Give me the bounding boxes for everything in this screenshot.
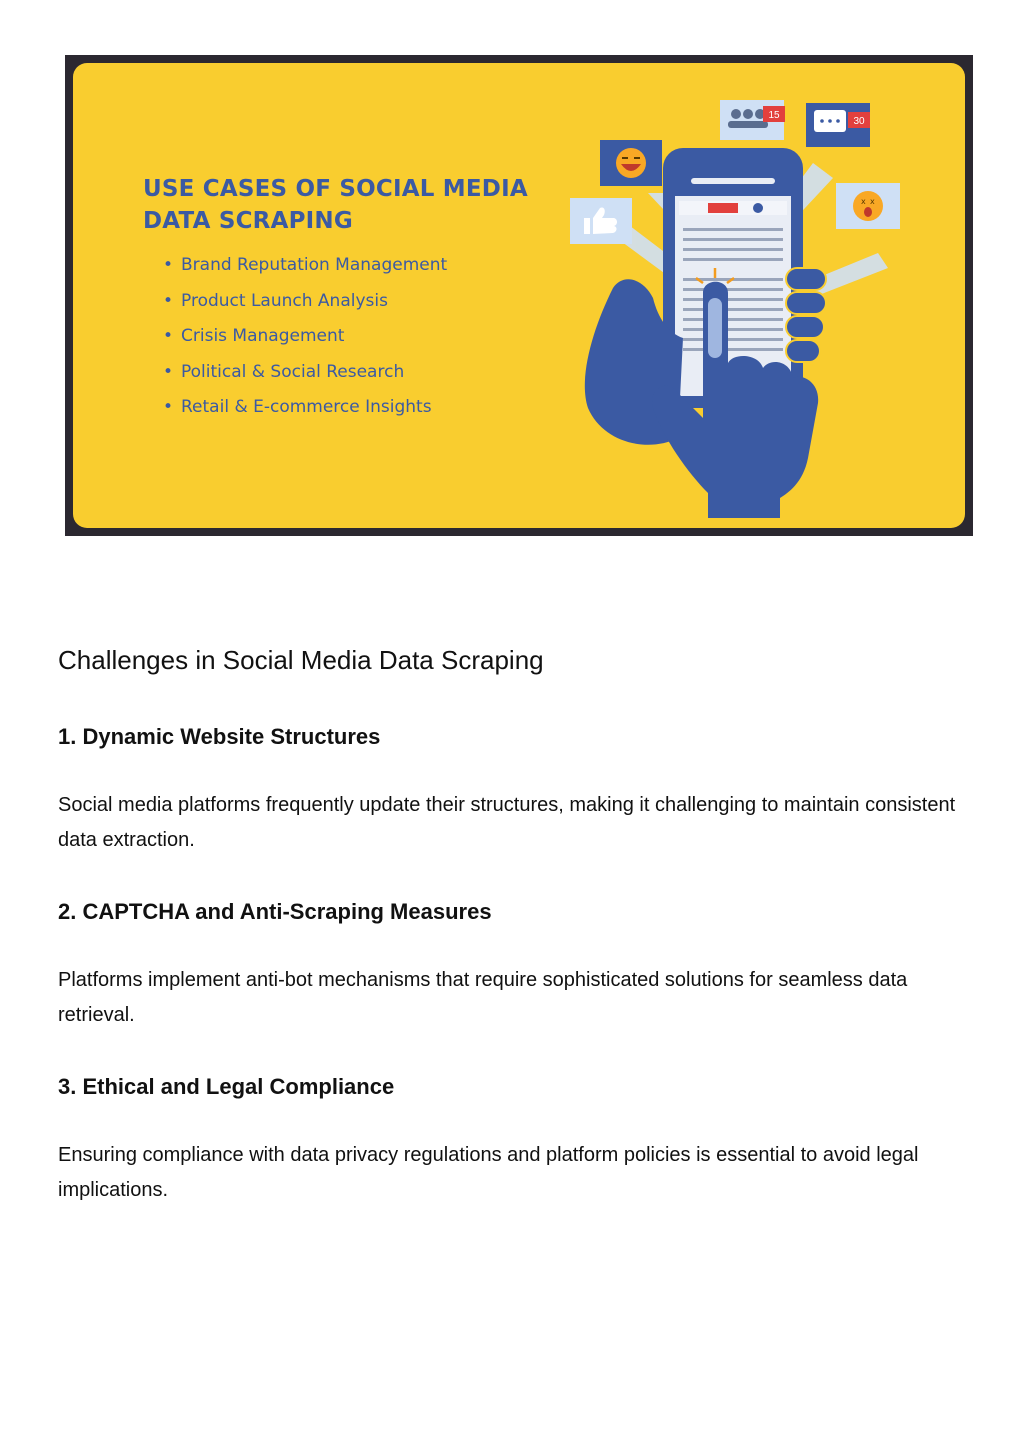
challenge-3-title: 3. Ethical and Legal Compliance [58,1074,395,1099]
laughing-emoji-bubble-icon [600,140,662,186]
dizzy-emoji-bubble-icon [836,183,900,229]
banner-use-case-list [159,253,447,431]
banner-title [143,173,563,237]
thumbs-up-bubble-icon [570,198,632,244]
banner-card [73,63,965,528]
challenge-3-body: Ensuring compliance with data privacy regulations and platform policies is essential to avoid legal implications. [58,1144,919,1201]
challenge-2-title: 2. CAPTCHA and Anti-Scraping Measures [58,899,492,924]
phone-hand-illustration [558,88,918,518]
comments-badge-count: 30 [853,116,865,127]
section-heading: Challenges in Social Media Data Scraping [58,645,544,675]
svg-text:x: x [861,197,866,206]
comments-bubble-icon [806,103,870,147]
svg-text:x: x [870,197,875,206]
banner-list-item: • Brand Reputation Management [159,253,447,289]
banner-title-line2: DATA SCRAPING [143,208,353,234]
users-badge-count: 15 [768,110,780,121]
banner-list-item: • Retail & E-commerce Insights [159,395,447,431]
banner-title-line1: USE CASES OF SOCIAL MEDIA [143,176,528,202]
banner-list-item: • Political & Social Research [159,360,447,396]
banner-list-item: • Product Launch Analysis [159,289,447,325]
challenge-2-body: Platforms implement anti-bot mechanisms that require sophisticated solutions for seamless data retrieval. [58,969,908,1026]
banner-image [65,55,973,536]
banner-list-item: • Crisis Management [159,324,447,360]
users-bubble-icon [720,100,785,140]
challenge-1-title: 1. Dynamic Website Structures [58,724,381,749]
challenge-1-body: Social media platforms frequently update their structures, making it challenging to maintain consistent data extraction. [58,794,956,851]
